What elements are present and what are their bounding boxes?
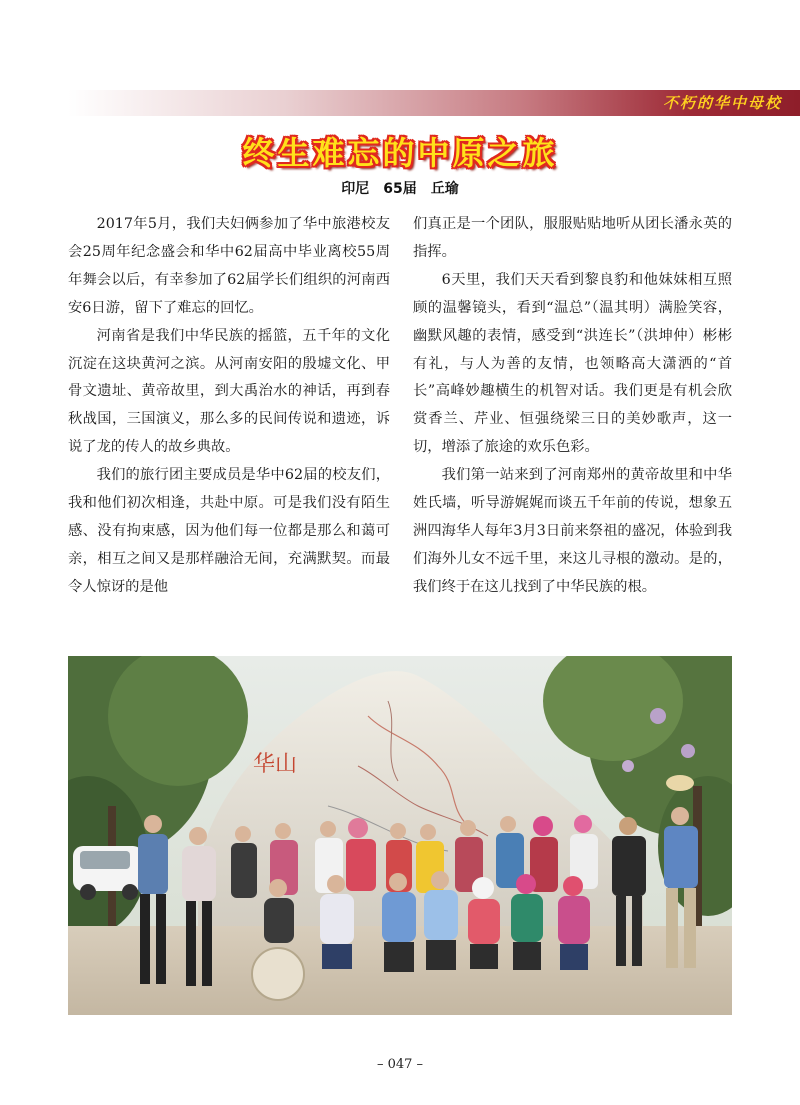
paragraph: 我们第一站来到了河南郑州的黄帝故里和中华姓氏墙，听导游娓娓而谈五千年前的传说，想象五洲四海华人每年3月3日前来祭祖的盛况，体验到我们海外儿女不远千里，来这儿寻根的激动。是的，我们终于在这儿找到了中华民族的根。: [413, 467, 732, 595]
section-title: 不朽的华中母校: [662, 94, 782, 112]
article-title: 终生难忘的中原之旅: [242, 134, 558, 172]
paragraph: 6天里，我们天天看到黎良豹和他妹妹相互照顾的温馨镜头，看到“温总”（温其明）满脸笑容，幽默风趣的表情，感受到“洪连长”（洪坤仲）彬彬有礼，与人为善的友情，也领略高大潇洒的“首长”高峰妙趣横生的机智对话。我们更是有机会欣赏香兰、芹业、恒强绕梁三日的美妙歌声，这一切，增添了旅途的欢乐色彩。: [413, 271, 732, 456]
paragraph: 我们的旅行团主要成员是华中62届的校友们，我和他们初次相逢，共赴中原。可是我们没有陌生感、没有拘束感，因为他们每一位都是那么和蔼可亲，相互之间又是那样融洽无间，充满默契。而最令人惊讶的是他: [68, 467, 390, 595]
rock-inscription: 华山: [253, 752, 298, 777]
page-number: – 047 –: [376, 1057, 424, 1072]
group-photo-illustration: [68, 656, 732, 1015]
paragraph: 河南省是我们中华民族的摇篮，五千年的文化沉淀在这块黄河之滨。从河南安阳的殷墟文化、甲骨文遗址、黄帝故里，到大禹治水的神话，再到春秋战国，三国演义，那么多的民间传说和遗迹，诉说了龙的传人的故乡典故。: [68, 327, 390, 456]
article-byline: 印尼 65届 丘瑜: [341, 181, 459, 197]
paragraph-continuation: 们真正是一个团队，服服贴贴地听从团长潘永英的指挥。: [413, 216, 732, 260]
right-column: [413, 211, 732, 602]
group-photo: [68, 656, 732, 1015]
left-column: [68, 211, 390, 602]
section-header-band: [68, 90, 800, 116]
paragraph: 2017年5月，我们夫妇俩参加了华中旅港校友会25周年纪念盛会和华中62届高中毕业离校55周年舞会以后，有幸参加了62届学长们组织的河南西安6日游，留下了难忘的回忆。: [68, 216, 390, 316]
